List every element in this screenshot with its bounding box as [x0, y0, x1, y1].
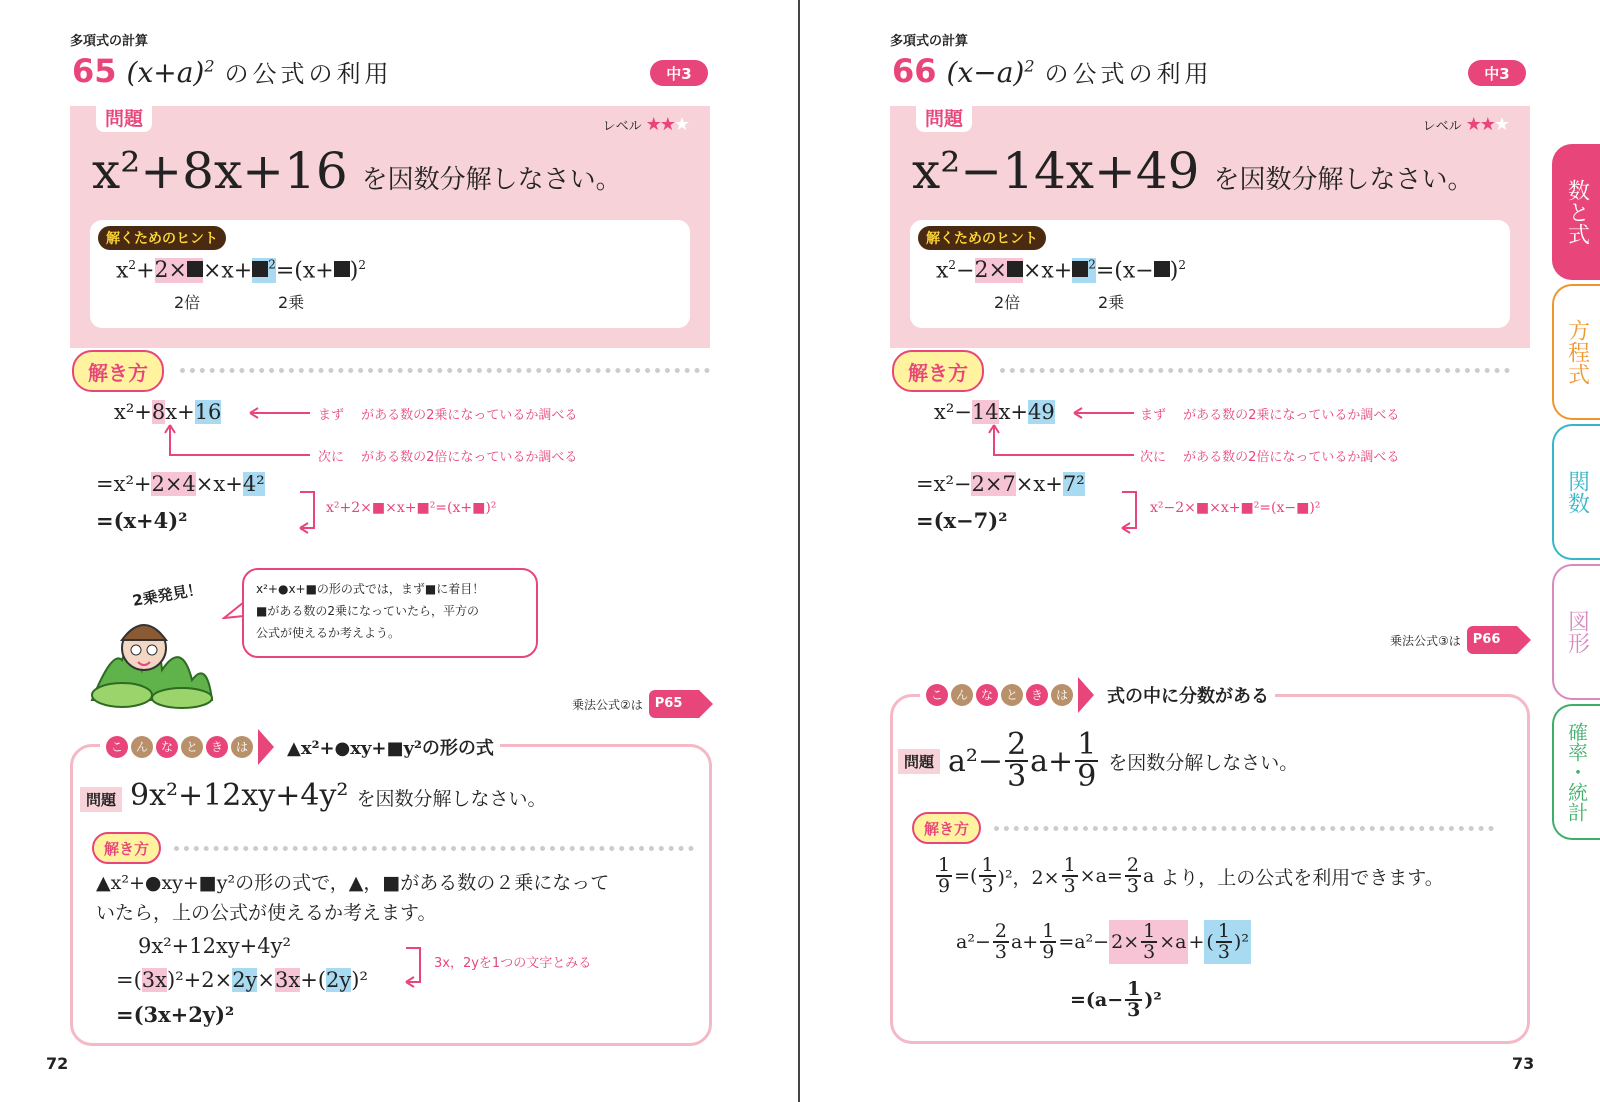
note-double: 次に がある数の2倍になっているか調べる	[1140, 450, 1400, 465]
case-body: ▲x²+●xy+■y²の形の式で，▲，■がある数の２乗になって いたら，上の公式が使えるか考えます。	[96, 872, 610, 924]
title-text: の公式の利用	[224, 60, 393, 88]
level	[1423, 114, 1508, 135]
mascot-text: 2乗発見！	[131, 580, 204, 610]
page-number: 72	[46, 1054, 69, 1073]
note-square: まず がある数の2乗になっているか調べる	[1140, 408, 1400, 423]
page-link[interactable]: P65	[649, 690, 699, 718]
mascot-illustration	[82, 590, 222, 710]
case-title: 式の中に分数がある	[1107, 686, 1269, 707]
tab-probability-statistics[interactable]: 確率・統計	[1552, 704, 1600, 840]
side-formula: x²+2×■×x+■²=(x+■)²	[326, 500, 497, 516]
case-problem-tag: 問題	[898, 749, 940, 774]
hint-label: 解くためのヒント	[918, 226, 1046, 250]
case-line-2: a²− $\frac{2}{3}$ a+ $\frac{1}{9}$ =a²− 2× $\frac{1}{3}$ ×a + ( $\frac{1}{3}$ )²	[956, 920, 1249, 963]
page-number: 73	[1512, 1054, 1535, 1073]
level-stars-icon: ★★★	[645, 114, 688, 135]
step-3: =(x+4)²	[96, 508, 188, 533]
step-1: x²−14x+49	[934, 400, 1055, 424]
case-method-tag: 解き方	[912, 812, 981, 844]
left-page	[0, 0, 798, 1102]
section-label: 多項式の計算	[890, 34, 969, 49]
title-sup: 2	[1024, 56, 1035, 76]
title-formula: (x+a)	[126, 56, 205, 89]
level-label: レベル	[1422, 119, 1462, 134]
case-step-1: 9x²+12xy+4y²	[138, 934, 291, 958]
hint-label: 解くためのヒント	[98, 226, 226, 250]
lesson-title	[892, 52, 1213, 96]
method-tag: 解き方	[72, 350, 164, 392]
square-icon	[187, 261, 203, 277]
case-bracket-arrow	[402, 944, 432, 988]
case-problem-expr: 9x²+12xy+4y²	[130, 778, 349, 813]
problem-box	[70, 106, 710, 348]
level-label: レベル	[602, 119, 642, 134]
level	[603, 114, 688, 135]
dotted-divider	[180, 368, 710, 373]
problem-expression	[912, 142, 1474, 200]
section-label: 多項式の計算	[70, 34, 149, 49]
square-icon	[1072, 261, 1088, 277]
case-header: こ ん な と き は ▲x²+●xy+■y²の形の式	[100, 728, 500, 766]
hint-sub-square: 2乗	[1098, 293, 1125, 312]
case-line-1: $\frac{1}{9}$ =( $\frac{1}{3}$ )²，2× $\frac{1}{3}$ ×a= $\frac{2}{3}$ a より，上の公式を利用できます。	[938, 854, 1444, 897]
square-icon	[252, 261, 268, 277]
step-2: =x²−2×7×x+7²	[916, 472, 1085, 496]
grade-badge: 中3	[650, 60, 708, 86]
tab-equations[interactable]: 方程式	[1552, 284, 1600, 420]
problem-expr: x²−14x+49	[912, 142, 1200, 200]
chevron-right-icon	[258, 729, 274, 765]
case-header: こ ん な と き は 式の中に分数がある	[920, 676, 1275, 714]
case-dotted-divider	[174, 846, 694, 851]
hint-sub-square: 2乗	[278, 293, 305, 312]
problem-text: を因数分解しなさい。	[361, 165, 622, 195]
title-sup: 2	[204, 56, 215, 76]
case-problem-text: を因数分解しなさい。	[1108, 751, 1299, 774]
dotted-divider	[1000, 368, 1510, 373]
bracket-arrow	[296, 488, 326, 534]
case-step-3: =(3x+2y)²	[116, 1002, 235, 1027]
title-text: の公式の利用	[1044, 60, 1213, 88]
case-dotted-divider	[994, 826, 1494, 831]
step-arrows	[984, 405, 1144, 465]
case-problem-expr: a²− $\frac{2}{3}$ a+ $\frac{1}{9}$	[948, 727, 1097, 794]
chevron-right-icon	[1078, 677, 1094, 713]
page-link[interactable]: P66	[1467, 626, 1517, 654]
square-icon	[334, 261, 350, 277]
hint-box	[90, 220, 690, 328]
hint-sub-double: 2倍	[994, 293, 1021, 312]
lesson-number: 66	[892, 52, 937, 90]
problem-expression	[92, 142, 622, 200]
problem-tag: 問題	[916, 102, 972, 132]
note-double: 次に がある数の2倍になっているか調べる	[318, 450, 578, 465]
step-3: =(x−7)²	[916, 508, 1008, 533]
lesson-number: 65	[72, 52, 117, 90]
case-problem-tag: 問題	[80, 787, 122, 812]
problem-tag: 問題	[96, 102, 152, 132]
tab-geometry[interactable]: 図形	[1552, 564, 1600, 700]
hint-formula: $x^2+2\times \times x+ ^2=(x+ )^2$	[116, 258, 366, 284]
step-1: x²+8x+16	[114, 400, 222, 424]
case-title: ▲x²+●xy+■y²の形の式	[287, 738, 494, 759]
problem-text: を因数分解しなさい。	[1213, 165, 1474, 195]
note-square: まず がある数の2乗になっているか調べる	[318, 408, 578, 423]
hint-box	[910, 220, 1510, 328]
problem-box	[890, 106, 1530, 348]
title-formula: (x−a)	[946, 56, 1025, 89]
step-arrows	[160, 405, 320, 465]
step-2: =x²+2×4×x+4²	[96, 472, 265, 496]
square-icon	[1154, 261, 1170, 277]
lesson-title	[72, 52, 393, 96]
hint-sub-double: 2倍	[174, 293, 201, 312]
right-page	[800, 0, 1600, 1102]
speech-bubble: x²+●x+■の形の式では，まず■に着目！ ■がある数の2乗になっていたら，平方の 公式が使えるか考えよう。	[242, 568, 538, 658]
case-note: 3x，2yを1つの文字とみる	[434, 956, 592, 971]
square-icon	[1007, 261, 1023, 277]
hint-formula: $x^2-2\times \times x+ ^2=(x- )^2$	[936, 258, 1186, 284]
formula-reference: 乗法公式②は P65	[572, 690, 699, 718]
case-step-2: =(3x)²+2×2y×3x+(2y)²	[116, 968, 368, 992]
level-stars-icon: ★★★	[1465, 114, 1508, 135]
case-line-3: =(a− $\frac{1}{3}$ )²	[1070, 978, 1162, 1021]
method-tag: 解き方	[892, 350, 984, 392]
tab-functions[interactable]: 関数	[1552, 424, 1600, 560]
case-method-tag: 解き方	[92, 832, 161, 864]
case-problem	[80, 778, 546, 813]
problem-expr: x²+8x+16	[92, 142, 348, 200]
formula-reference: 乗法公式③は P66	[1390, 626, 1517, 654]
bracket-arrow	[1118, 488, 1148, 534]
case-problem-text: を因数分解しなさい。	[356, 788, 547, 810]
tab-numbers-expressions[interactable]: 数と式	[1552, 144, 1600, 280]
side-formula: x²−2×■×x+■²=(x−■)²	[1150, 500, 1321, 516]
case-problem	[898, 727, 1299, 794]
grade-badge: 中3	[1468, 60, 1526, 86]
